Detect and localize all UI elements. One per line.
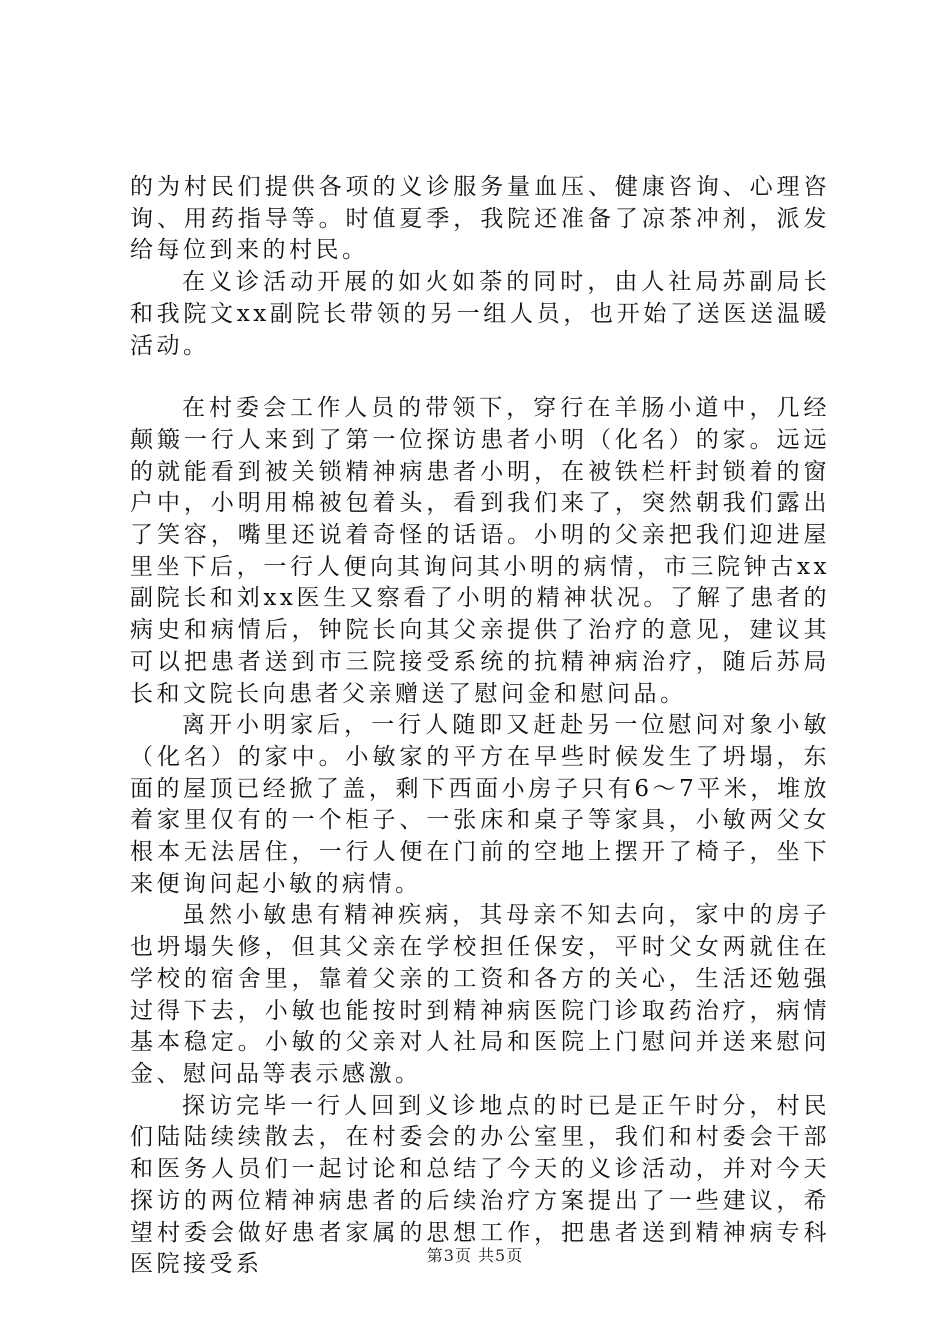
paragraph-1: 的为村民们提供各项的义诊服务量血压、健康咨询、心理咨询、用药指导等。时值夏季，我院还准备了凉茶冲剂，派发给每位到来的村民。 <box>130 174 830 264</box>
page-footer: 第3页 共5页 <box>426 1246 524 1265</box>
paragraph-2: 在义诊活动开展的如火如荼的同时，由人社局苏副局长和我院文xx副院长带领的另一组人员，也开始了送医送温暖活动。 <box>130 269 830 359</box>
paragraph-4: 离开小明家后，一行人随即又赶赴另一位慰问对象小敏（化名）的家中。小敏家的平方在早些时候发生了坍塌，东面的屋顶已经掀了盖，剩下西面小房子只有6～7平米，堆放着家里仅有的一个柜子、一张床和桌子等家具，小敏两父女根本无法居住，一行人便在门前的空地上摆开了椅子，坐下来便询问起小敏的病情。 <box>130 712 830 897</box>
paragraph-6: 探访完毕一行人回到义诊地点的时已是正午时分，村民们陆陆续续散去，在村委会的办公室里，我们和村委会干部和医务人员们一起讨论和总结了今天的义诊活动，并对今天探访的两位精神病患者的后续治疗方案提出了一些建议，希望村委会做好患者家属的思想工作，把患者送到精神病专科医院接受系 <box>130 1092 830 1278</box>
document-body <box>130 172 830 1281</box>
paragraph-5: 虽然小敏患有精神疾病，其母亲不知去向，家中的房子也坍塌失修，但其父亲在学校担任保安，平时父女两就住在学校的宿舍里，靠着父亲的工资和各方的关心，生活还勉强过得下去，小敏也能按时到精神病医院门诊取药治疗，病情基本稳定。小敏的父亲对人社局和医院上门慰问并送来慰问金、慰问品等表示感激。 <box>130 902 830 1087</box>
paragraph-3: 在村委会工作人员的带领下，穿行在羊肠小道中，几经颠簸一行人来到了第一位探访患者小明（化名）的家。远远的就能看到被关锁精神病患者小明，在被铁栏杆封锁着的窗户中，小明用棉被包着头，看到我们来了，突然朝我们露出了笑容，嘴里还说着奇怪的话语。小明的父亲把我们迎进屋里坐下后，一行人便向其询问其小明的病情，市三院钟古xx副院长和刘xx医生又察看了小明的精神状况。了解了患者的病史和病情后，钟院长向其父亲提供了治疗的意见，建议其可以把患者送到市三院接受系统的抗精神病治疗，随后苏局长和文院长向患者父亲赠送了慰问金和慰问品。 <box>130 395 830 707</box>
